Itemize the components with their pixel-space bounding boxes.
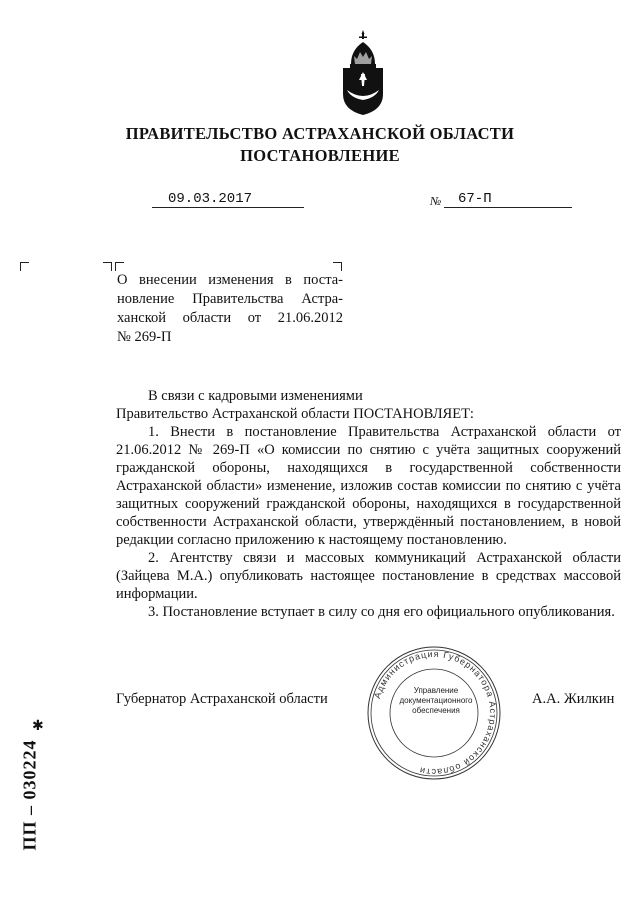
signature-name: А.А. Жилкин (532, 691, 615, 707)
document-number: 67-П (458, 191, 492, 207)
side-registration-code (10, 700, 50, 890)
seal-inner-text: Управление документационного обеспечения (399, 686, 473, 715)
number-underline (444, 207, 572, 208)
paragraph-1: 1. Внести в постановление Правительства Астраханской области от 21.06.2012 № 269-П «О комиссии по снятию с учёта защитных сооружений гражданской обороны, находящихся в государственной собственности Астраханской области» изменение, изложив состав комиссии по снятию с учёта защитных сооружений гражданской обороны, находящихся в государственной собственности Астраханской области, утверждённый постановлением, в новой редакции согласно приложению к настоящему постановлению. (116, 424, 621, 548)
asterisk-mark-icon: ✱ (32, 719, 44, 734)
document-type-title: ПОСТАНОВЛЕНИЕ (240, 146, 400, 165)
document-date: 09.03.2017 (168, 191, 253, 207)
corner-mark-right (333, 262, 342, 271)
date-underline (152, 207, 304, 208)
paragraph-2: 2. Агентству связи и массовых коммуникаций Астраханской области (Зайцева М.А.) опубликовать настоящее постановление в средствах массовой информации. (116, 550, 621, 602)
intro-line-1: В связи с кадровыми изменениями (148, 388, 363, 404)
intro-line-2: Правительство Астраханской области ПОСТАНОВЛЯЕТ: (116, 406, 474, 422)
subject-line: № 269-П (117, 329, 172, 345)
corner-mark-left (20, 262, 29, 271)
paragraph-3: 3. Постановление вступает в силу со дня его официального опубликования. (148, 604, 615, 620)
number-sign: № (430, 194, 442, 208)
side-code-text: ПП – 030224 (19, 739, 40, 851)
document-subject (117, 271, 343, 347)
subject-line: новление Правительства Астра- (117, 291, 343, 307)
svg-text:Администрация Губернатора Астр: Администрация Губернатора Астраханской области (372, 648, 499, 778)
corner-mark-mid-right (103, 262, 112, 271)
signature-title: Губернатор Астраханской области (116, 691, 328, 707)
coat-of-arms-emblem (337, 30, 389, 116)
corner-mark-mid-left (115, 262, 124, 271)
subject-line: ханской области от 21.06.2012 (117, 310, 343, 326)
document-body (116, 387, 621, 621)
subject-line: О внесении изменения в поста- (117, 272, 343, 288)
organization-title: ПРАВИТЕЛЬСТВО АСТРАХАНСКОЙ ОБЛАСТИ (125, 124, 515, 143)
